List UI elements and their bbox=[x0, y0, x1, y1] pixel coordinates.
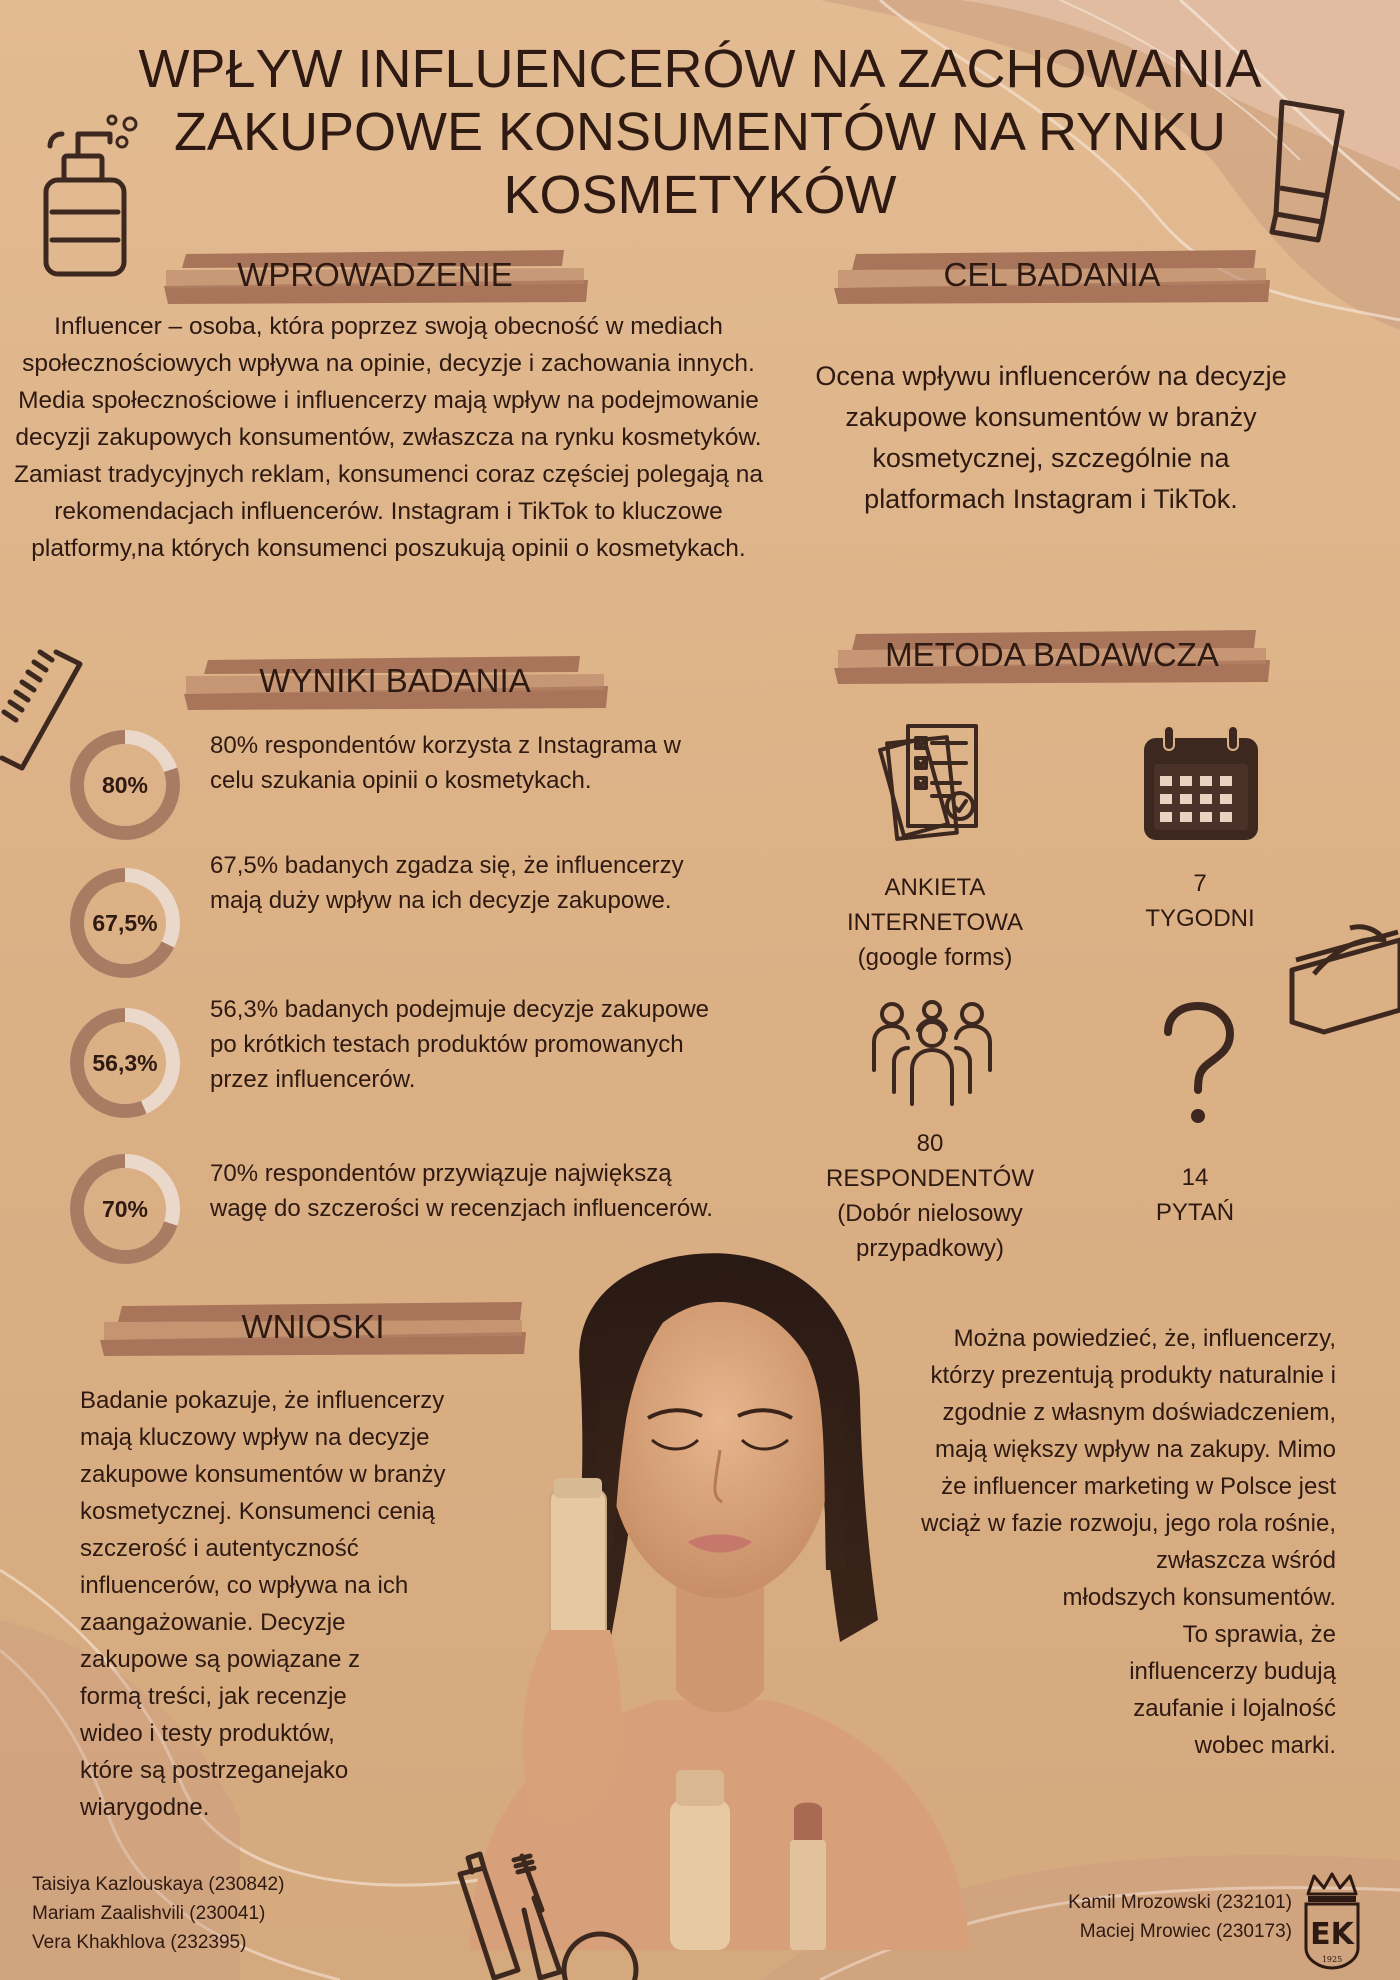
donut-percent-label: 70% bbox=[101, 1196, 149, 1222]
heading-text: WNIOSKI bbox=[241, 1308, 385, 1345]
result-text: 70% respondentów przywiązuje największą wagę do szczerości w recenzjach influencerów. bbox=[210, 1160, 713, 1222]
heading-text: METODA BADAWCZA bbox=[885, 636, 1219, 673]
section-heading-intro bbox=[160, 246, 590, 310]
heading-text: WPROWADZENIE bbox=[237, 256, 513, 293]
logo-letters: EK bbox=[1310, 1917, 1354, 1952]
donut-percent-label: 56,3% bbox=[92, 1050, 158, 1076]
donut-percent-label: 80% bbox=[101, 772, 149, 798]
result-text: 67,5% badanych zgadza się, że influencerzy mają duży wpływ na ich decyzje zakupowe. bbox=[210, 852, 684, 914]
authors-right bbox=[920, 1888, 1292, 1946]
donut-percent-label: 67,5% bbox=[92, 910, 158, 936]
method-label-survey: ANKIETA INTERNETOWA (google forms) bbox=[846, 874, 1023, 971]
people-icon bbox=[870, 1000, 994, 1106]
page-title: WPŁYW INFLUENCERÓW NA ZACHOWANIA ZAKUPOWE KONSUMENTÓW NA RYNKU KOSMETYKÓW bbox=[138, 39, 1262, 225]
heading-text: CEL BADANIA bbox=[943, 256, 1161, 293]
survey-icon bbox=[870, 720, 1000, 850]
logo-year: 1925 bbox=[1321, 1955, 1343, 1964]
cream-tube-icon bbox=[1260, 94, 1350, 244]
conclusions-text-right: Można powiedzieć, że, influencerzy, którzy prezentują produkty naturalnie i zgodnie z własnym doświadczeniem, mają większy wpływ na zakupy. Mimo że influencer marketing w Polsce jest wciąż w fazie rozwoju, jego rola rośnie, zwłaszcza wśród młodszych konsumentów. To sprawia, że influencerzy budują zaufanie i lojalność wobec marki. bbox=[921, 1325, 1336, 1759]
calendar-icon bbox=[1140, 724, 1262, 844]
method-label-respondents: 80 RESPONDENTÓW (Dobór nielosowy przypadkowy) bbox=[825, 1130, 1034, 1262]
section-heading-method bbox=[832, 626, 1272, 690]
result-text: 80% respondentów korzysta z Instagrama w celu szukania opinii o kosmetykach. bbox=[210, 732, 681, 794]
method-label-questions: 14 PYTAŃ bbox=[1155, 1164, 1235, 1226]
author-name: Taisiya Kazlouskaya (230842) bbox=[32, 1874, 285, 1895]
section-heading-conclusions bbox=[98, 1298, 528, 1362]
author-name: Maciej Mrowiec (230173) bbox=[1079, 1921, 1292, 1942]
section-heading-results bbox=[180, 652, 610, 716]
authors-left bbox=[32, 1870, 432, 1957]
author-name: Kamil Mrozowski (232101) bbox=[1068, 1892, 1292, 1913]
intro-text: Influencer – osoba, która poprzez swoją obecność w mediach społecznościowych wpływa na opinie, decyzje i zachowania innych. Media społecznościowe i influencerzy mają wpływ na podejmowanie decyzji zakupowych konsumentów, zwłaszcza na rynku kosmetyków. Zamiast tradycyjnych reklam, konsumenci coraz częściej polegają na rekomendacjach influencerów. Instagram i TikTok to kluczowe platformy,na których konsumenci poszukują opinii o kosmetykach. bbox=[14, 313, 763, 562]
conclusions-text-left: Badanie pokazuje, że influencerzy mają kluczowy wpływ na decyzje zakupowe konsumentów w branży kosmetycznej. Konsumenci cenią szczerość i autentyczność influencerów, co wpływa na ich zaangażowanie. Decyzje zakupowe są powiązane z formą treści, jak recenzje wideo i testy produktów, które są postrzeganejako wiarygodne. bbox=[80, 1387, 446, 1821]
section-heading-goal bbox=[832, 246, 1272, 310]
university-logo bbox=[1300, 1870, 1364, 1970]
cream-jar-icon bbox=[1284, 922, 1400, 1062]
result-text: 56,3% badanych podejmuje decyzje zakupowe po krótkich testach produktów promowanych przez influencerów. bbox=[210, 996, 709, 1093]
pump-bottle-icon bbox=[38, 112, 138, 282]
heading-text: WYNIKI BADANIA bbox=[259, 662, 531, 699]
method-label-weeks: 7 TYGODNI bbox=[1145, 870, 1255, 932]
question-icon bbox=[1160, 1002, 1236, 1126]
goal-text: Ocena wpływu influencerów na decyzje zakupowe konsumentów w branży kosmetycznej, szczególnie na platformach Instagram i TikTok. bbox=[815, 361, 1287, 514]
author-name: Mariam Zaalishvili (230041) bbox=[32, 1903, 266, 1924]
author-name: Vera Khakhlova (232395) bbox=[32, 1932, 247, 1953]
lipstick-mascara-icon bbox=[450, 1850, 690, 1980]
